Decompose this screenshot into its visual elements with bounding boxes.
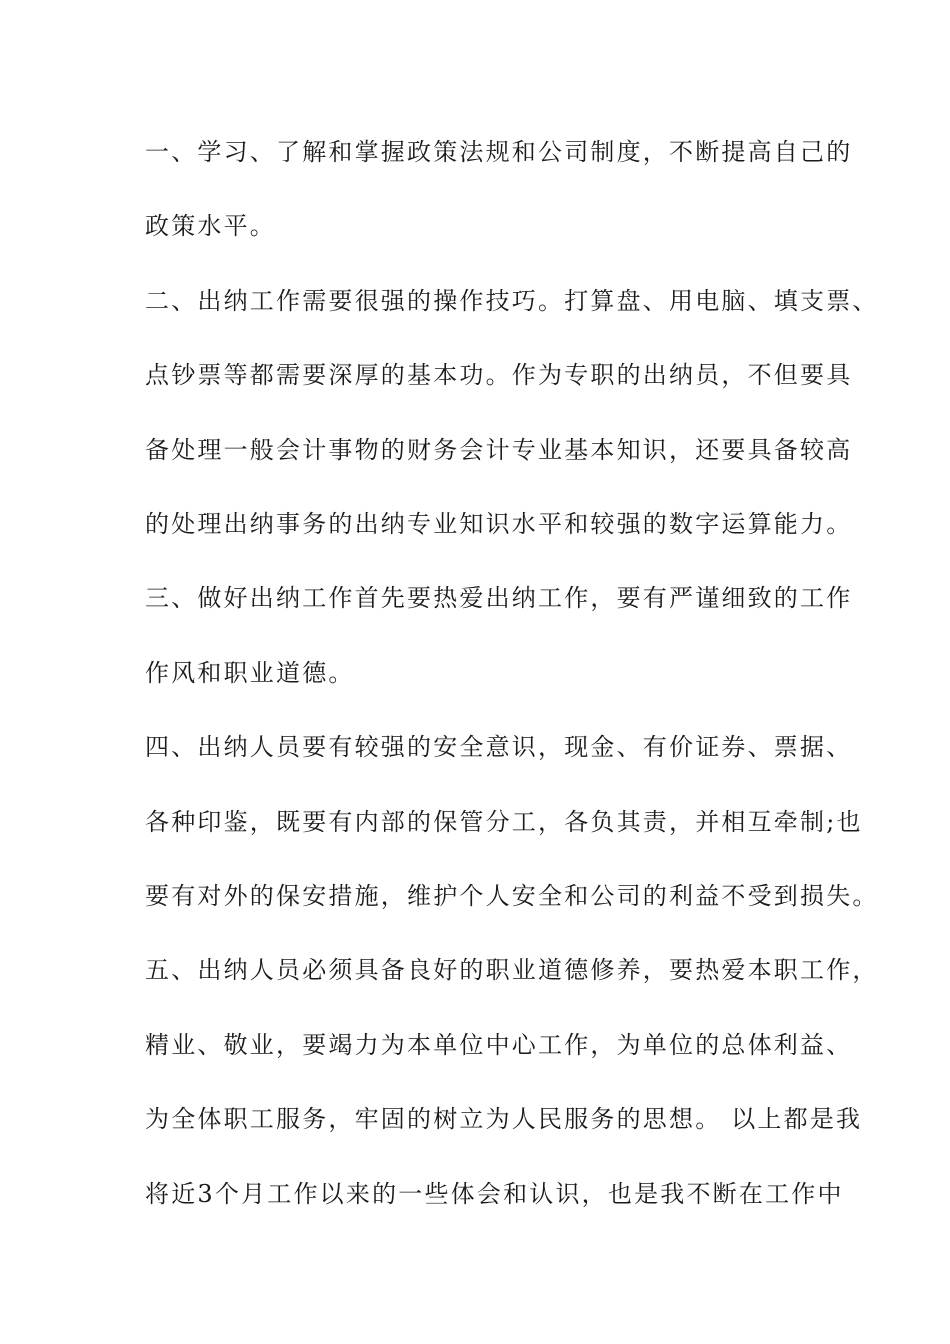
text-line: 要有对外的保安措施，维护个人安全和公司的利益不受到损失。 [145,882,879,910]
text-line: 备处理一般会计事物的财务会计专业基本知识，还要具备较高 [145,436,853,464]
text-line: 的处理出纳事务的出纳专业知识水平和较强的数字运算能力。 [145,510,853,538]
text-line: 二、出纳工作需要很强的操作技巧。打算盘、用电脑、填支票、 [145,287,879,315]
text-line: 将近3个月工作以来的一些体会和认识，也是我不断在工作中 [145,1180,844,1208]
text-line: 为全体职工服务，牢固的树立为人民服务的思想。 以上都是我 [145,1105,863,1133]
text-line: 精业、敬业，要竭力为本单位中心工作，为单位的总体利益、 [145,1031,853,1059]
text-line: 作风和职业道德。 [145,659,355,687]
text-line: 一、学习、了解和掌握政策法规和公司制度，不断提高自己的 [145,138,853,166]
text-line: 各种印鉴，既要有内部的保管分工，各负其责，并相互牵制;也 [145,808,863,836]
text-line: 四、出纳人员要有较强的安全意识，现金、有价证券、票据、 [145,733,853,761]
text-line: 三、做好出纳工作首先要热爱出纳工作，要有严谨细致的工作 [145,584,853,612]
text-line: 点钞票等都需要深厚的基本功。作为专职的出纳员，不但要具 [145,361,853,389]
text-line: 五、出纳人员必须具备良好的职业道德修养，要热爱本职工作， [145,956,879,984]
text-line: 政策水平。 [145,212,276,240]
